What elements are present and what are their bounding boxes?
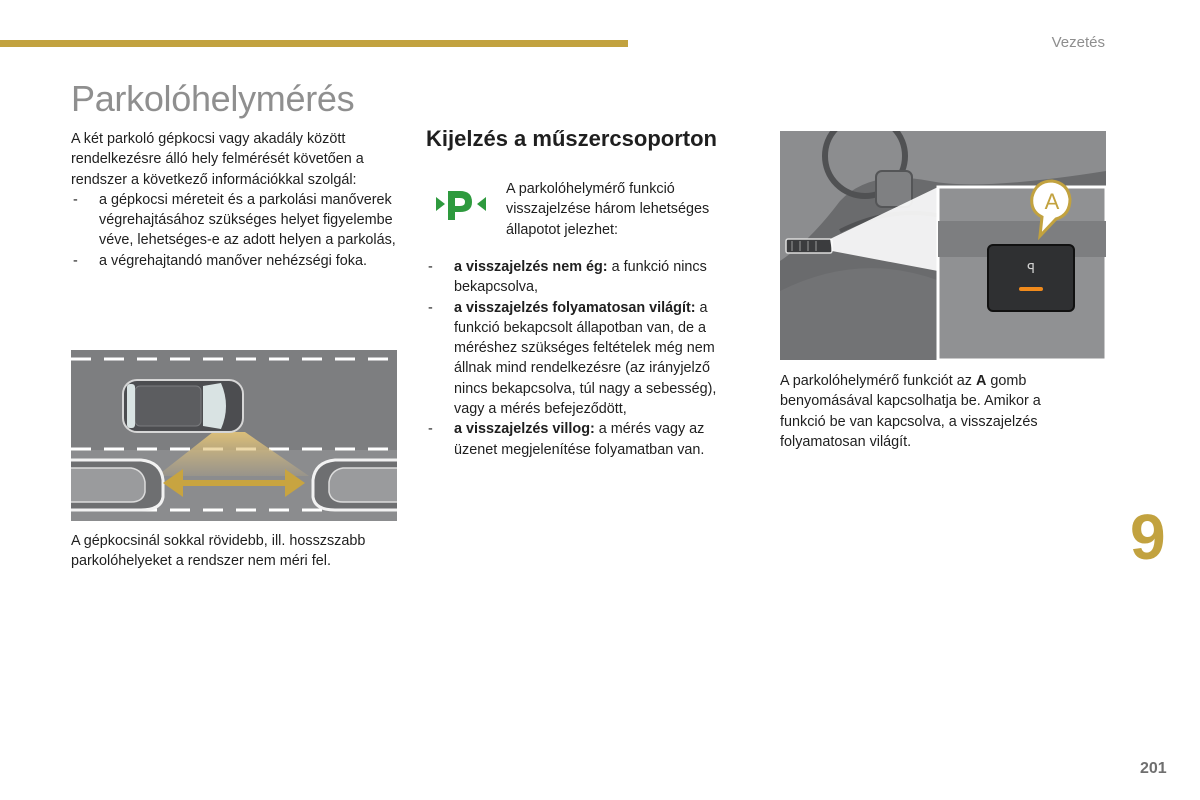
list-item: - a gépkocsi méreteit és a parkolási manőverek végrehajtásához szükséges helyet figyelembe véve, lehetséges-e az adott helyen a parkolás,: [71, 190, 401, 251]
parked-car-right: [313, 460, 397, 510]
zoom-inset: [938, 187, 1106, 360]
list-item: - a visszajelzés villog: a mérés vagy az üzenet megjelenítése folyamatban van.: [426, 419, 746, 460]
intro-lead: A két parkoló gépkocsi vagy akadály között rendelkezésre álló hely felmérését követően a rendszer a következő információkkal szolgál:: [71, 131, 364, 188]
dashboard-button-illustration: [780, 131, 1106, 360]
parking-space-illustration: [71, 350, 397, 521]
callout-label: A: [1044, 189, 1060, 214]
button-row: [786, 239, 832, 253]
list-item: - a visszajelzés nem ég: a funkció nincs bekapcsolva,: [426, 257, 746, 298]
figure-caption: A parkolóhelymérő funkciót az A gomb benyomásával kapcsolhatja be. Amikor a funkció be van kapcsolva, a visszajelzés folyamatosan világít.: [780, 373, 1041, 450]
chapter-number: 9: [1130, 501, 1166, 573]
page-title: Parkolóhelymérés: [71, 78, 355, 119]
list-item: - a végrehajtandó manőver nehézségi foka.: [71, 251, 401, 271]
states-block: [426, 257, 746, 460]
button-symbol: ꟼ: [1027, 262, 1035, 277]
states-list: [426, 257, 746, 460]
section-title: Vezetés: [1051, 34, 1105, 51]
measuring-car: [123, 380, 243, 432]
figure-caption: A gépkocsinál sokkal rövidebb, ill. hosszszabb parkolóhelyeket a rendszer nem méri fel.: [71, 533, 366, 570]
page-number: 201: [1140, 760, 1167, 777]
display-intro: A parkolóhelymérő funkció visszajelzése három lehetséges állapotot jelezhet:: [506, 181, 710, 238]
intro-block: [71, 129, 401, 271]
parked-car-left: [71, 460, 163, 510]
section-heading: Kijelzés a műszercsoporton: [426, 126, 717, 151]
list-item: - a visszajelzés folyamatosan világít: a funkció bekapcsolt állapotban van, de a méréshez szükséges feltételek még nem állnak mind rendelkezésre (az irányjelző nincs bekapcsolva, túl nagy a sebesség), vagy a mérés befejeződött,: [426, 298, 746, 420]
parking-sensor-icon: [436, 187, 486, 221]
header-accent-bar: [0, 40, 628, 47]
intro-list: [71, 190, 401, 271]
